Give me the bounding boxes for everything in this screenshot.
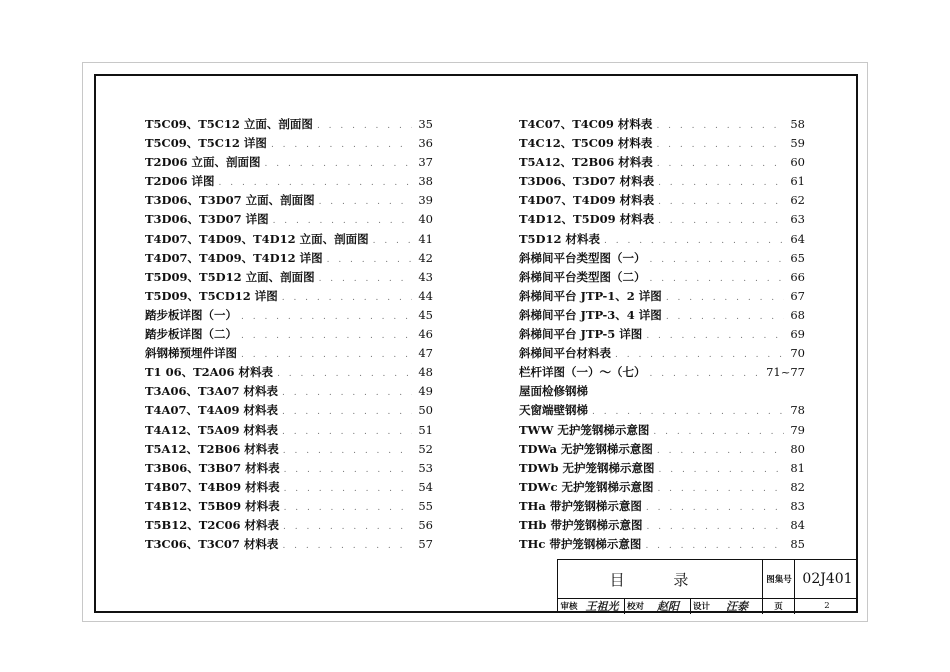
toc-leader-dots — [282, 427, 412, 437]
toc-leader-dots — [657, 446, 784, 456]
toc-entry — [145, 288, 433, 307]
toc-entry-page: 65 — [790, 250, 805, 265]
toc-entry-title: THc 带护笼钢梯示意图 — [519, 537, 642, 552]
toc-leader-dots — [658, 178, 784, 188]
atlas-number: 02J401 — [794, 560, 860, 598]
toc-entry-page: 79 — [790, 422, 805, 437]
toc-leader-dots — [283, 522, 412, 532]
toc-entry-title: T5A12、T2B06 材料表 — [519, 155, 653, 170]
title-block — [557, 559, 858, 613]
toc-right-column — [519, 116, 805, 555]
toc-entry — [519, 326, 805, 345]
sheet-title: 目 录 — [609, 570, 711, 589]
toc-entry-page: 81 — [790, 460, 805, 475]
toc-entry — [145, 460, 433, 479]
toc-entry — [145, 135, 433, 154]
toc-entry — [519, 211, 805, 230]
toc-entry-title: THa 带护笼钢梯示意图 — [519, 498, 642, 513]
toc-entry-page: 51 — [418, 422, 433, 437]
toc-leader-dots — [666, 293, 785, 303]
toc-entry-page: 78 — [790, 403, 805, 418]
toc-leader-dots — [666, 312, 785, 322]
toc-entry-page: 84 — [790, 517, 805, 532]
toc-entry-page: 83 — [790, 498, 805, 513]
toc-entry-page: 35 — [418, 117, 433, 131]
toc-entry-title: 屋面检修钢梯 — [519, 384, 588, 399]
toc-entry-title: 踏步板详图（二） — [145, 327, 237, 342]
toc-entry-title: T3C06、T3C07 材料表 — [145, 537, 279, 552]
toc-entry-title: T4B12、T5B09 材料表 — [145, 498, 280, 513]
toc-leader-dots — [241, 350, 412, 360]
toc-entry-page: 52 — [418, 441, 433, 456]
toc-entry — [519, 173, 805, 192]
toc-leader-dots — [592, 407, 784, 417]
toc-entry — [519, 192, 805, 211]
toc-entry-title: T5C09、T5C12 立面、剖面图 — [145, 117, 313, 131]
toc-entry-title: T4A12、T5A09 材料表 — [145, 422, 278, 437]
toc-leader-dots — [282, 293, 413, 303]
toc-entry-page: 82 — [790, 479, 805, 494]
toc-leader-dots — [284, 465, 413, 475]
toc-entry — [519, 345, 805, 364]
toc-entry — [519, 441, 805, 460]
toc-leader-dots — [282, 388, 412, 398]
toc-entry-page: 85 — [790, 537, 805, 552]
toc-entry-page: 67 — [790, 288, 805, 303]
toc-entry-title: T4C07、T4C09 材料表 — [519, 117, 653, 131]
toc-entry — [519, 517, 805, 536]
toc-entry-page: 58 — [790, 117, 805, 131]
toc-entry — [145, 192, 433, 211]
toc-leader-dots — [658, 216, 784, 226]
toc-entry-title: T3D06、T3D07 材料表 — [519, 174, 655, 189]
toc-entry-page: 60 — [790, 155, 805, 170]
toc-entry-page: 39 — [418, 193, 433, 208]
toc-entry-title: T4D07、T4D09 材料表 — [519, 193, 655, 208]
toc-entry-title: 天窗端壁钢梯 — [519, 403, 588, 418]
toc-entry-page: 42 — [418, 250, 433, 265]
toc-entry-title: T4B07、T4B09 材料表 — [145, 479, 280, 494]
toc-entry-page: 57 — [418, 537, 433, 552]
toc-entry — [519, 116, 805, 135]
toc-leader-dots — [656, 121, 784, 131]
toc-entry-title: T4A07、T4A09 材料表 — [145, 403, 278, 418]
toc-entry-title: 斜梯间平台 JTP-3、4 详图 — [519, 307, 662, 322]
toc-leader-dots — [283, 446, 413, 456]
toc-leader-dots — [650, 369, 761, 379]
toc-entry-title: 斜梯间平台材料表 — [519, 346, 611, 361]
toc-entry-title: T3A06、T3A07 材料表 — [145, 384, 278, 399]
toc-entry-page: 53 — [418, 460, 433, 475]
toc-leader-dots — [657, 484, 784, 494]
toc-entry-page: 61 — [790, 174, 805, 189]
page-number: 2 — [794, 598, 859, 614]
toc-entry — [145, 231, 433, 250]
toc-leader-dots — [265, 159, 413, 169]
toc-leader-dots — [659, 465, 785, 475]
toc-left-column — [145, 116, 433, 555]
toc-entry-title: T5B12、T2C06 材料表 — [145, 517, 280, 532]
toc-entry-title: 踏步板详图（一） — [145, 307, 237, 322]
toc-entry — [519, 307, 805, 326]
toc-entry — [145, 307, 433, 326]
toc-entry-page: 55 — [418, 498, 433, 513]
toc-leader-dots — [656, 140, 784, 150]
toc-entry — [519, 460, 805, 479]
toc-entry — [145, 211, 433, 230]
toc-entry — [519, 364, 805, 383]
toc-leader-dots — [646, 522, 784, 532]
toc-entry-title: 斜梯间平台类型图（二） — [519, 269, 646, 284]
title-block-signature-row — [558, 598, 858, 614]
toc-entry — [145, 116, 433, 135]
toc-entry-title: 栏杆详图（一）～（七） — [519, 365, 646, 380]
atlas-number-label: 图集号 — [762, 560, 795, 598]
toc-entry-title: TDWb 无护笼钢梯示意图 — [519, 460, 655, 475]
toc-entry-page: 50 — [418, 403, 433, 418]
toc-entry — [145, 154, 433, 173]
toc-leader-dots — [284, 503, 413, 513]
toc-entry-title: T5C09、T5C12 详图 — [145, 136, 267, 151]
toc-entry — [145, 345, 433, 364]
toc-leader-dots — [653, 427, 784, 437]
toc-entry-title: T4C12、T5C09 材料表 — [519, 136, 653, 151]
toc-entry-page: 46 — [418, 327, 433, 342]
toc-leader-dots — [658, 197, 784, 207]
toc-entry — [519, 402, 805, 421]
toc-entry — [519, 422, 805, 441]
toc-entry — [145, 250, 433, 269]
toc-entry-page: 47 — [418, 346, 433, 361]
toc-leader-dots — [319, 274, 413, 284]
toc-leader-dots — [650, 274, 785, 284]
toc-leader-dots — [650, 255, 785, 265]
toc-entry-page: 69 — [790, 327, 805, 342]
toc-entry-title: 斜梯间平台 JTP-1、2 详图 — [519, 288, 662, 303]
toc-entry — [519, 269, 805, 288]
toc-entry-page: 36 — [418, 136, 433, 151]
toc-entry — [519, 498, 805, 517]
toc-entry — [519, 383, 805, 402]
toc-entry — [519, 231, 805, 250]
toc-entry-page: 48 — [418, 365, 433, 380]
toc-entry — [145, 364, 433, 383]
toc-entry-title: T4D07、T4D09、T4D12 立面、剖面图 — [145, 231, 369, 246]
toc-leader-dots — [219, 178, 413, 188]
toc-leader-dots — [646, 331, 784, 341]
toc-leader-dots — [646, 503, 784, 513]
toc-entry — [145, 441, 433, 460]
toc-leader-dots — [327, 255, 413, 265]
toc-entry — [145, 402, 433, 421]
toc-leader-dots — [277, 369, 412, 379]
toc-entry-title: T3D06、T3D07 详图 — [145, 212, 269, 227]
toc-entry-title: T4D12、T5D09 材料表 — [519, 212, 655, 227]
toc-entry-page: 56 — [418, 517, 433, 532]
toc-entry — [519, 288, 805, 307]
toc-entry — [145, 326, 433, 345]
check-label: 校对 — [624, 598, 646, 614]
toc-leader-dots — [317, 121, 412, 131]
toc-entry — [145, 383, 433, 402]
toc-leader-dots — [241, 331, 412, 341]
title-block-top-row — [558, 560, 858, 599]
design-label: 设计 — [690, 598, 712, 614]
toc-leader-dots — [284, 484, 413, 494]
toc-entry-page: 59 — [790, 136, 805, 151]
toc-entry-title: T5A12、T2B06 材料表 — [145, 441, 279, 456]
toc-entry — [145, 517, 433, 536]
page-label: 页 — [762, 598, 794, 614]
toc-entry-page: 80 — [790, 441, 805, 456]
toc-entry-title: 斜梯间平台 JTP-5 详图 — [519, 327, 643, 342]
toc-entry-page: 38 — [418, 174, 433, 189]
toc-entry-page: 66 — [790, 269, 805, 284]
toc-entry-title: T5D09、T5D12 立面、剖面图 — [145, 269, 315, 284]
toc-leader-dots — [657, 159, 785, 169]
toc-leader-dots — [604, 236, 784, 246]
toc-entry-title: TDWc 无护笼钢梯示意图 — [519, 479, 654, 494]
toc-entry-page: 49 — [418, 384, 433, 399]
toc-entry — [145, 173, 433, 192]
toc-entry-page: 43 — [418, 269, 433, 284]
toc-entry-page: 70 — [790, 346, 805, 361]
toc-entry-page: 62 — [790, 193, 805, 208]
design-signature: 汪泰 — [726, 600, 748, 613]
toc-leader-dots — [319, 197, 413, 207]
toc-entry-title: TDWa 无护笼钢梯示意图 — [519, 441, 653, 456]
toc-entry-title: TWW 无护笼钢梯示意图 — [519, 422, 650, 437]
toc-entry — [519, 135, 805, 154]
toc-entry — [145, 269, 433, 288]
toc-entry — [145, 536, 433, 555]
toc-entry-page: 63 — [790, 212, 805, 227]
toc-entry-title: T1 06、T2A06 材料表 — [145, 365, 274, 380]
toc-entry — [145, 479, 433, 498]
toc-entry-title: T5D12 材料表 — [519, 231, 601, 246]
toc-entry — [145, 422, 433, 441]
toc-entry-title: T2D06 详图 — [145, 174, 215, 189]
toc-entry-page: 45 — [418, 307, 433, 322]
toc-entry-page: 54 — [418, 479, 433, 494]
toc-entry-page: 41 — [418, 231, 433, 246]
toc-entry-title: T3D06、T3D07 立面、剖面图 — [145, 193, 315, 208]
toc-leader-dots — [241, 312, 412, 322]
toc-entry-title: T3B06、T3B07 材料表 — [145, 460, 280, 475]
review-signature: 王祖光 — [585, 600, 619, 613]
toc-leader-dots — [282, 541, 412, 551]
toc-entry — [519, 154, 805, 173]
toc-entry-title: 斜钢梯预埋件详图 — [145, 346, 237, 361]
toc-entry — [519, 479, 805, 498]
toc-entry-page: 44 — [418, 288, 433, 303]
toc-entry — [519, 536, 805, 555]
review-label: 审核 — [560, 602, 578, 612]
toc-leader-dots — [271, 140, 412, 150]
toc-entry — [519, 250, 805, 269]
toc-leader-dots — [615, 350, 784, 360]
toc-entry — [145, 498, 433, 517]
toc-entry-title: T5D09、T5CD12 详图 — [145, 288, 278, 303]
toc-leader-dots — [373, 236, 413, 246]
toc-entry-title: THb 带护笼钢梯示意图 — [519, 517, 643, 532]
toc-leader-dots — [273, 216, 413, 226]
toc-entry-page: 64 — [790, 231, 805, 246]
toc-entry-page: 37 — [418, 155, 433, 170]
toc-entry-title: 斜梯间平台类型图（一） — [519, 250, 646, 265]
toc-entry-title: T2D06 立面、剖面图 — [145, 155, 261, 170]
toc-leader-dots — [282, 407, 412, 417]
toc-entry-title: T4D07、T4D09、T4D12 详图 — [145, 250, 323, 265]
toc-entry-page: 71~77 — [766, 365, 805, 380]
check-signature: 赵阳 — [657, 600, 679, 613]
toc-entry-page: 40 — [418, 212, 433, 227]
toc-entry-page: 68 — [790, 307, 805, 322]
toc-leader-dots — [645, 541, 784, 551]
